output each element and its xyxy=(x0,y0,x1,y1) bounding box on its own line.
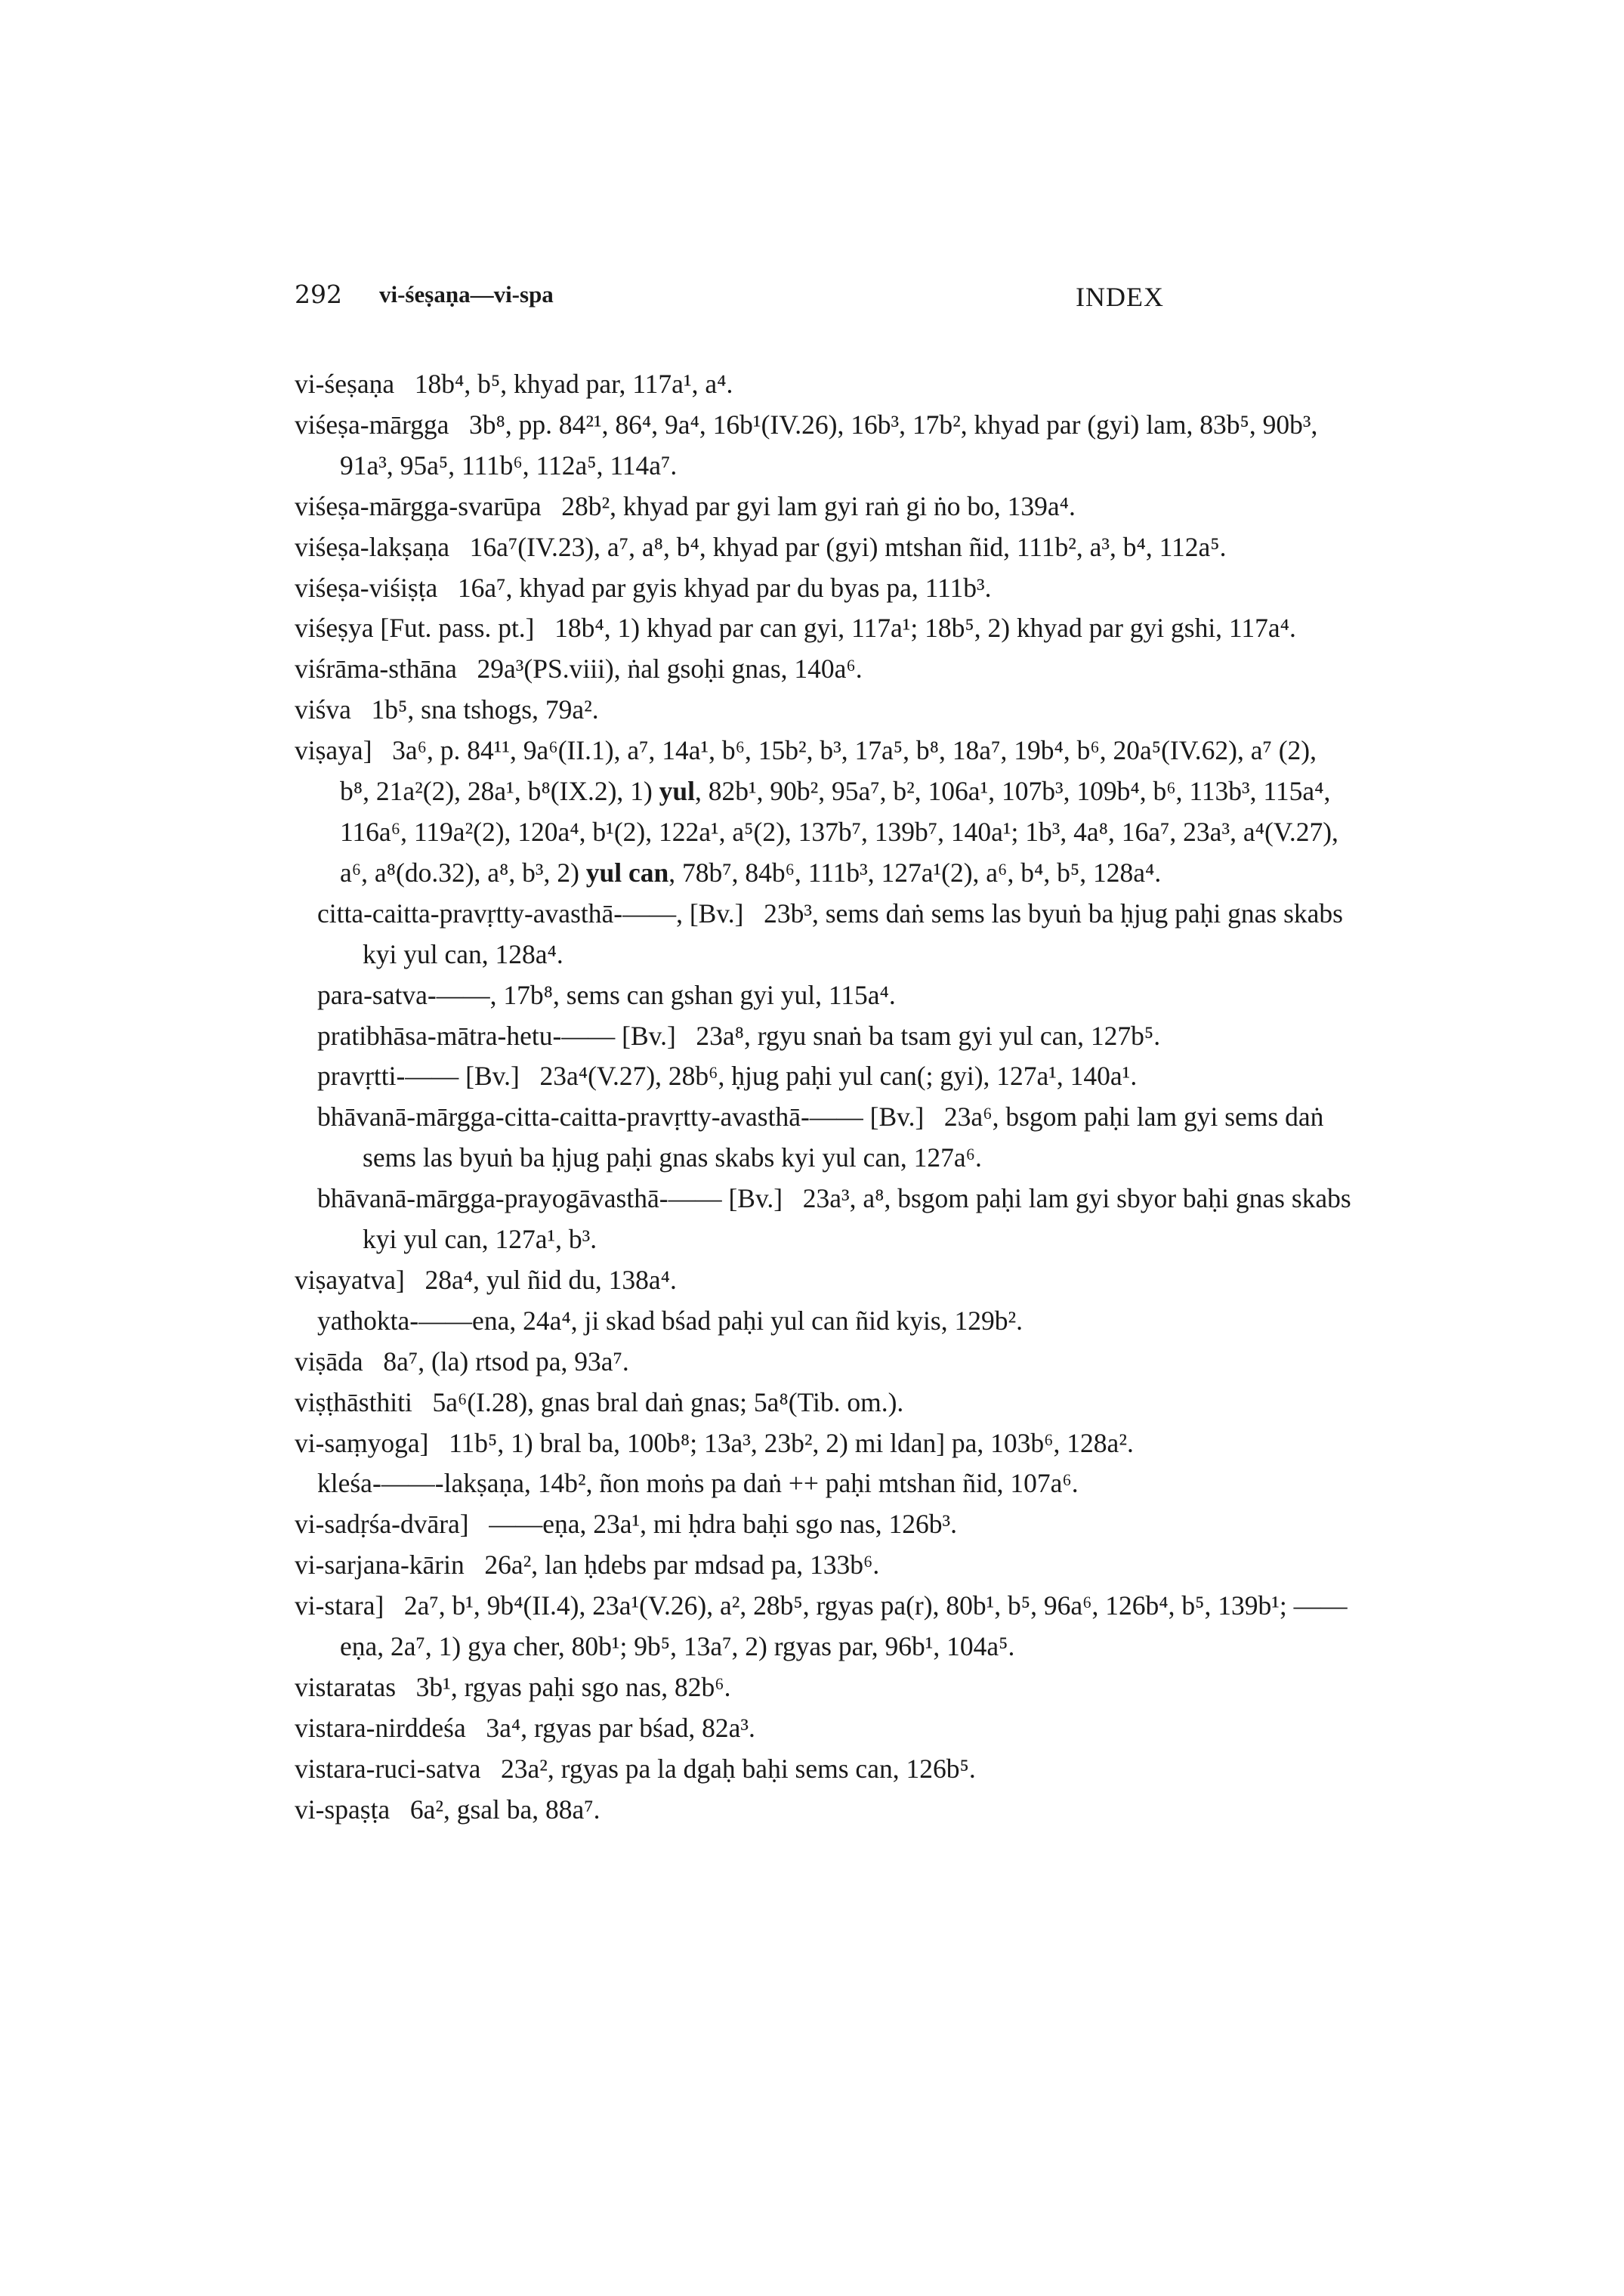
page-number: 292 xyxy=(295,280,342,309)
index-entry: viśrāma-sthāna 29a³(PS.viii), ṅal gsoḥi gnas, 140a⁶. xyxy=(295,654,863,684)
index-entry: vi-śeṣaṇa 18b⁴, b⁵, khyad par, 117a¹, a⁴. xyxy=(295,369,733,399)
index-entry: vi-sadṛśa-dvāra] ——eṇa, 23a¹, mi ḥdra baḥi sgo nas, 126b³. xyxy=(295,1509,957,1540)
index-subentry: para-satva-——, 17b⁸, sems can gshan gyi yul, 115a⁴. xyxy=(317,979,896,1010)
index-subentry: bhāvanā-mārgga-citta-caitta-pravṛtty-avasthā-—— [Bv.] 23a⁶, bsgom paḥi lam gyi sems daṅ sems las byuṅ ba ḥjug paḥi gnas skabs kyi yul can, 127a⁶. xyxy=(317,1102,1331,1173)
index-entry: vistara-ruci-satva 23a², rgyas pa la dgaḥ baḥi sems can, 126b⁵. xyxy=(295,1753,976,1784)
header-title: INDEX xyxy=(1076,282,1164,312)
index-subentry: pratibhāsa-mātra-hetu-—— [Bv.] 23a⁸, rgyu snaṅ ba tsam gyi yul can, 127b⁵. xyxy=(317,1020,1161,1051)
header-range: vi-śeṣaṇa—vi-spa xyxy=(379,281,554,307)
index-entries xyxy=(295,364,1358,1831)
index-subentry: citta-caitta-pravṛtty-avasthā-——, [Bv.] 23b³, sems daṅ sems las byuṅ ba ḥjug paḥi gnas skabs kyi yul can, 128a⁴. xyxy=(317,898,1350,969)
index-subentry: bhāvanā-mārgga-prayogāvasthā-—— [Bv.] 23a³, a⁸, bsgom paḥi lam gyi sbyor baḥi gnas skabs kyi yul can, 127a¹, b³. xyxy=(317,1183,1358,1255)
index-subentry: yathokta-——ena, 24a⁴, ji skad bśad paḥi yul can ñid kyis, 129b². xyxy=(317,1305,1023,1336)
index-entry: viśeṣa-mārgga 3b⁸, pp. 84²¹, 86⁴, 9a⁴, 16b¹(IV.26), 16b³, 17b², khyad par (gyi) lam, 83b⁵, 90b³, 91a³, 95a⁵, 111b⁶, 112a⁵, 114a⁷. xyxy=(295,409,1325,481)
index-subentry: kleśa-——-lakṣaṇa, 14b², ñon moṅs pa daṅ ++ paḥi mtshan ñid, 107a⁶. xyxy=(317,1468,1079,1499)
index-entry: viśeṣa-lakṣaṇa 16a⁷(IV.23), a⁷, a⁸, b⁴, khyad par (gyi) mtshan ñid, 111b², a³, b⁴, 112a⁵. xyxy=(295,531,1227,562)
index-entry: viṣṭhāsthiti 5a⁶(I.28), gnas bral daṅ gnas; 5a⁸(Tib. om.). xyxy=(295,1386,904,1417)
index-entry: vi-spaṣṭa 6a², gsal ba, 88a⁷. xyxy=(295,1794,601,1825)
index-entry: viṣaya] 3a⁶, p. 84¹¹, 9a⁶(II.1), a⁷, 14a¹, b⁶, 15b², b³, 17a⁵, b⁸, 18a⁷, 19b⁴, b⁶, 20a⁵(IV.62), a⁷ (2), b⁸, 21a²(2), 28a¹, b⁸(IX.2), 1) yul, 82b¹, 90b², 95a⁷, b², 106a¹, 107b³, 109b⁴, b⁶, 113b³, 115a⁴, 116a⁶, 119a²(2), 120a⁴, b¹(2), 122a¹, a⁵(2), 137b⁷, 139b⁷, 140a¹; 1b³, 4a⁸, 16a⁷, 23a³, a⁴(V.27), a⁶, a⁸(do.32), a⁸, b³, 2) yul can, 78b⁷, 84b⁶, 111b³, 127a¹(2), a⁶, b⁴, b⁵, 128a⁴. xyxy=(295,735,1345,888)
index-entry: viṣāda 8a⁷, (la) rtsod pa, 93a⁷. xyxy=(295,1346,629,1377)
index-entry: viṣayatva] 28a⁴, yul ñid du, 138a⁴. xyxy=(295,1264,677,1295)
index-entry: viśeṣa-viśiṣṭa 16a⁷, khyad par gyis khyad par du byas pa, 111b³. xyxy=(295,572,992,603)
index-entry: viśva 1b⁵, sna tshogs, 79a². xyxy=(295,694,599,725)
index-entry: vi-stara] 2a⁷, b¹, 9b⁴(II.4), 23a¹(V.26), a², 28b⁵, rgyas pa(r), 80b¹, b⁵, 96a⁶, 126b⁴, b⁵, 139b¹; ——eṇa, 2a⁷, 1) gya cher, 80b¹; 9b⁵, 13a⁷, 2) rgyas par, 96b¹, 104a⁵. xyxy=(295,1590,1348,1662)
index-entry: viśeṣya [Fut. pass. pt.] 18b⁴, 1) khyad par can gyi, 117a¹; 18b⁵, 2) khyad par gyi gshi, 117a⁴. xyxy=(295,613,1296,644)
index-entry: vistara-nirddeśa 3a⁴, rgyas par bśad, 82a³. xyxy=(295,1712,755,1743)
index-subentry: pravṛtti-—— [Bv.] 23a⁴(V.27), 28b⁶, ḥjug paḥi yul can(; gyi), 127a¹, 140a¹. xyxy=(317,1061,1138,1092)
index-entry: vi-sarjana-kārin 26a², lan ḥdebs par mdsad pa, 133b⁶. xyxy=(295,1550,880,1581)
running-header xyxy=(295,280,1352,317)
index-entry: vi-saṃyoga] 11b⁵, 1) bral ba, 100b⁸; 13a³, 23b², 2) mi ldan] pa, 103b⁶, 128a². xyxy=(295,1427,1134,1458)
index-entry: viśeṣa-mārgga-svarūpa 28b², khyad par gyi lam gyi raṅ gi ṅo bo, 139a⁴. xyxy=(295,490,1076,521)
index-entry: vistaratas 3b¹, rgyas paḥi sgo nas, 82b⁶. xyxy=(295,1672,731,1702)
